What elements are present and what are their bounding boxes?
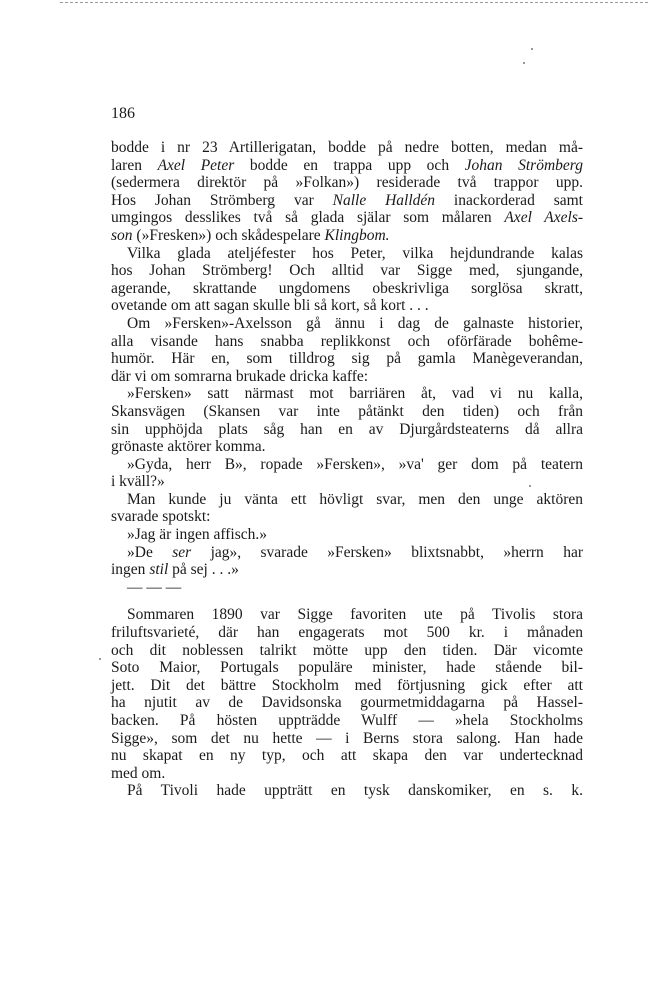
text-segment: »Fersken» satt närmast mot barriären åt, vad vi nu kalla, <box>127 385 583 403</box>
text-line <box>111 139 583 157</box>
body-text <box>111 139 583 800</box>
text-segment: bodde en trappa upp och <box>234 156 465 174</box>
text-segment: där vi om somrarna brukade dricka kaffe: <box>111 367 369 385</box>
text-line <box>111 491 583 509</box>
italic-text: Nalle Halldén <box>332 191 436 209</box>
text-line <box>111 174 583 192</box>
page-number: 186 <box>111 105 135 122</box>
text-line <box>111 227 583 245</box>
text-segment: ingen <box>111 561 150 579</box>
text-segment: Vilka glada ateljéfester hos Peter, vilka hejdundrande kalas <box>127 244 583 262</box>
italic-text: son <box>111 226 133 244</box>
text-segment: Skansvägen (Skansen var inte påtänkt den tiden) och från <box>111 402 583 420</box>
paper-speck <box>531 48 533 50</box>
text-line <box>111 297 583 315</box>
text-line <box>111 712 583 730</box>
text-line <box>111 765 583 783</box>
italic-text: Klingbom. <box>324 226 390 244</box>
text-line <box>111 544 583 562</box>
text-segment: nu skapat en ny typ, och att skapa den var undertecknad <box>111 747 583 765</box>
text-line <box>111 192 583 210</box>
text-line <box>111 659 583 677</box>
italic-text: Johan Strömberg <box>464 156 583 174</box>
text-line <box>111 262 583 280</box>
text-segment: ha njutit av de Davidsonska gourmetmiddagarna på Hassel- <box>111 694 583 712</box>
text-line <box>111 350 583 368</box>
italic-text: ser <box>172 543 192 561</box>
text-line <box>111 624 583 642</box>
text-segment: umgingos desslikes två så glada själar som målaren <box>111 209 505 227</box>
text-line <box>111 456 583 474</box>
text-segment: Om »Fersken»-Axelsson gå ännu i dag de galnaste historier, <box>127 314 583 332</box>
text-segment: jag», svarade »Fersken» blixtsnabbt, »herrn har <box>191 543 583 561</box>
text-segment: alla visande hans snabba replikkonst och oförfärade bohême- <box>111 332 583 350</box>
text-segment: inackorderad samt <box>435 191 583 209</box>
text-line <box>111 730 583 748</box>
text-segment: agerande, skrattande ungdomens obeskrivliga sorglösa skratt, <box>111 279 583 297</box>
text-line <box>111 245 583 263</box>
text-segment: grönaste aktörer komma. <box>111 438 266 456</box>
text-line <box>111 606 583 624</box>
text-line <box>111 368 583 386</box>
text-segment: Soto Maior, Portugals populäre minister, hade stående bil- <box>111 659 583 677</box>
italic-text: Axel Peter <box>157 156 235 174</box>
text-line <box>111 157 583 175</box>
text-segment: bodde i nr 23 Artillerigatan, bodde på nedre botten, medan må- <box>111 139 583 156</box>
italic-text: Axel Axels- <box>504 209 584 227</box>
text-segment: i kväll?» <box>111 473 165 491</box>
text-segment: laren <box>111 156 158 174</box>
text-segment: »De <box>127 543 173 561</box>
text-segment: »Jag är ingen affisch.» <box>127 526 268 544</box>
text-segment: Sigge», som det nu hette — i Berns stora salong. Han hade <box>111 729 583 747</box>
text-segment: humör. Här en, som tilldrog sig på gamla Manègeverandan, <box>111 350 583 368</box>
text-line <box>111 677 583 695</box>
text-segment: (»Fresken») och skådespelare <box>132 226 325 244</box>
text-line <box>111 473 583 491</box>
text-segment: på sej . . .» <box>168 561 239 579</box>
text-line <box>111 526 583 544</box>
text-line <box>111 385 583 403</box>
text-line <box>111 747 583 765</box>
text-segment: — — — <box>127 578 182 596</box>
text-segment: backen. På hösten uppträdde Wulff — »hela Stockholms <box>111 712 583 729</box>
text-segment: med om. <box>111 764 166 782</box>
text-line <box>111 209 583 227</box>
text-segment: friluftsvarieté, där han engagerats mot 500 kr. i månaden <box>111 624 583 642</box>
text-line <box>111 438 583 456</box>
text-line <box>111 508 583 526</box>
text-line <box>111 642 583 660</box>
text-segment: svarade spotskt: <box>111 508 211 526</box>
text-segment: »Gyda, herr B», ropade »Fersken», »va' ger dom på teatern <box>127 455 583 473</box>
text-segment: På Tivoli hade uppträtt en tysk danskomiker, en s. k. <box>127 782 583 800</box>
text-line <box>111 333 583 351</box>
text-line <box>111 694 583 712</box>
paper-speck <box>523 62 525 64</box>
italic-text: stil <box>149 561 169 579</box>
top-border-rule <box>60 2 648 4</box>
text-segment: ovetande om att sagan skulle bli så kort, så kort . . . <box>111 297 429 315</box>
text-segment: sin upphöjda plats såg han en av Djurgårdsteaterns då allra <box>111 420 583 438</box>
text-segment: hos Johan Strömberg! Och alltid var Sigge med, sjungande, <box>111 262 583 280</box>
text-segment: och dit noblessen talrikt mötte upp den tiden. Där vicomte <box>111 641 583 659</box>
paper-speck <box>99 658 101 660</box>
text-segment: Sommaren 1890 var Sigge favoriten ute på Tivolis stora <box>127 606 583 624</box>
text-line <box>111 280 583 298</box>
text-segment: Hos Johan Strömberg var <box>111 191 333 209</box>
text-segment: Man kunde ju vänta ett hövligt svar, men den unge aktören <box>127 490 583 508</box>
text-line <box>111 579 583 597</box>
text-line <box>111 403 583 421</box>
text-line <box>111 782 583 800</box>
text-line <box>111 421 583 439</box>
text-segment: jett. Dit det bättre Stockholm med förtjusning gick efter att <box>111 676 583 694</box>
text-line <box>111 561 583 579</box>
text-segment: (sedermera direktör på »Folkan») residerade två trappor upp. <box>111 174 583 192</box>
text-line <box>111 315 583 333</box>
